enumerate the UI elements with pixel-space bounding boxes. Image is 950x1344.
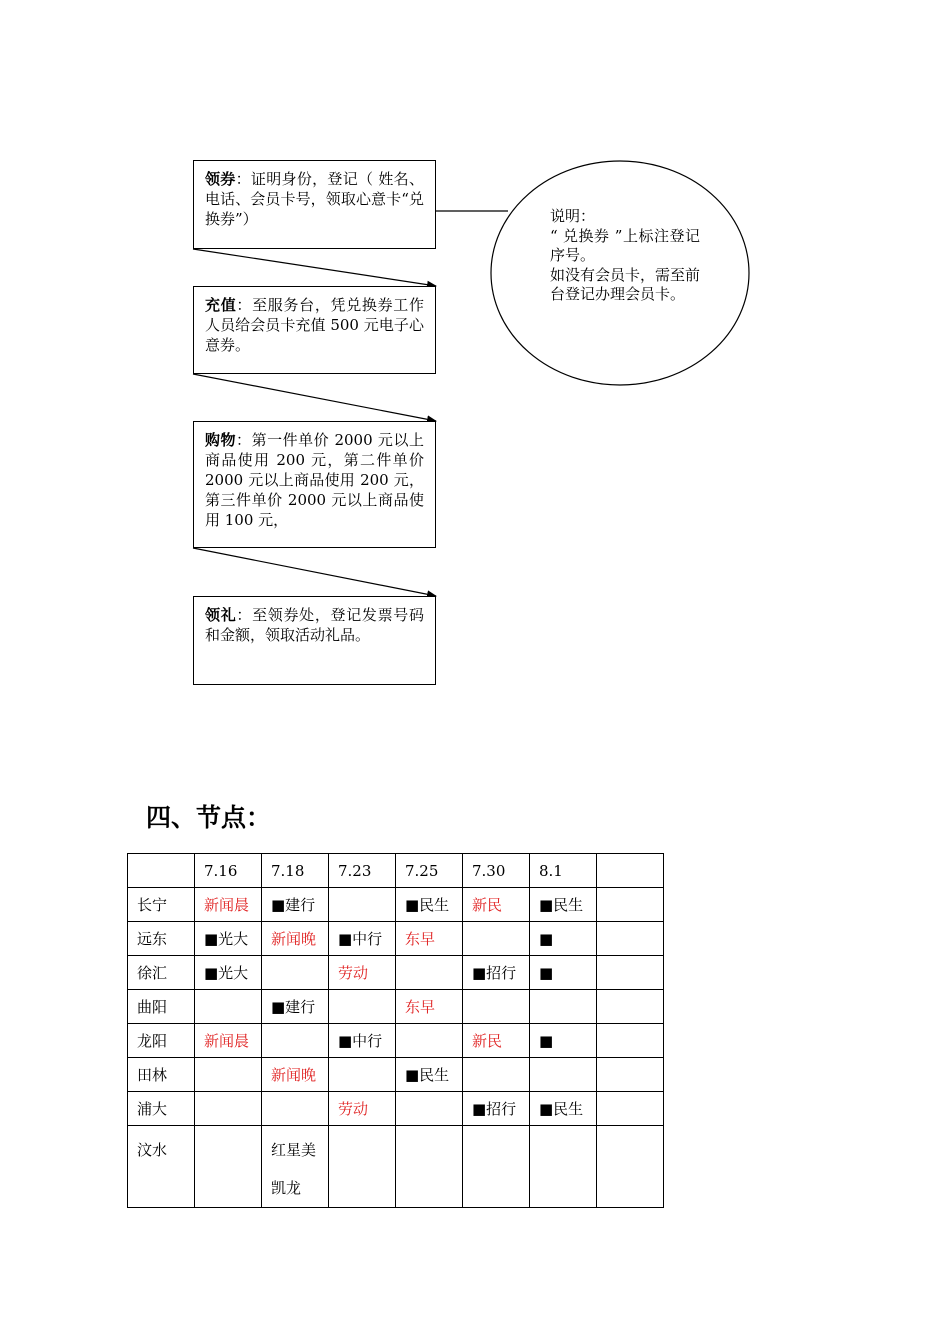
note-line-2: 如没有会员卡，需至前台登记办理会员卡。 xyxy=(550,265,701,303)
table-cell xyxy=(195,1092,262,1126)
table-cell xyxy=(262,1092,329,1126)
table-header-cell: 7.23 xyxy=(329,854,396,888)
table-cell: 新民 xyxy=(463,1024,530,1058)
table-header-row xyxy=(128,854,664,888)
table-header-cell xyxy=(128,854,195,888)
table-cell: ■光大 xyxy=(195,922,262,956)
table-cell xyxy=(530,1058,597,1092)
table-row-label: 徐汇 xyxy=(128,956,195,990)
table-cell xyxy=(195,1058,262,1092)
step-shopping: 购物：第一件单价 2000 元以上商品使用 200 元，第二件单价 2000 元以上商品使用 200 元，第三件单价 2000 元以上商品使用 100 元， xyxy=(193,421,436,548)
table-cell xyxy=(597,990,664,1024)
section-heading: 四、节点： xyxy=(146,803,272,832)
step-text: 第一件单价 2000 元以上商品使用 200 元，第二件单价 2000 元以上商品使用 200 元，第三件单价 2000 元以上商品使用 100 元， xyxy=(205,431,424,529)
table-cell: ■招行 xyxy=(463,1092,530,1126)
table-cell: 劳动 xyxy=(329,1092,396,1126)
table-cell: ■ xyxy=(530,1024,597,1058)
table-cell xyxy=(597,956,664,990)
step-title: 充值 xyxy=(205,296,237,314)
table-cell xyxy=(463,1126,530,1208)
table-cell: ■建行 xyxy=(262,990,329,1024)
table-cell: 新闻晚 xyxy=(262,922,329,956)
note-text xyxy=(550,207,700,305)
table-cell xyxy=(597,1024,664,1058)
table-cell: ■民生 xyxy=(530,1092,597,1126)
step-gift: 领礼：至领券处，登记发票号码和金额，领取活动礼品。 xyxy=(193,596,436,685)
table-cell xyxy=(329,1126,396,1208)
table-row-label: 浦大 xyxy=(128,1092,195,1126)
table-header-cell: 7.18 xyxy=(262,854,329,888)
step-title: 领礼 xyxy=(205,606,237,624)
table-row xyxy=(128,1092,664,1126)
table-row xyxy=(128,1024,664,1058)
table-cell xyxy=(530,990,597,1024)
table-cell: ■光大 xyxy=(195,956,262,990)
table-cell: ■招行 xyxy=(463,956,530,990)
table-row-label: 长宁 xyxy=(128,888,195,922)
table-row-label: 远东 xyxy=(128,922,195,956)
step-text: 至服务台，凭兑换券工作人员给会员卡充值 500 元电子心意券。 xyxy=(205,296,424,354)
table-header-cell: 7.25 xyxy=(396,854,463,888)
table-cell: ■中行 xyxy=(329,922,396,956)
table-cell: 红星美凯龙 xyxy=(262,1126,329,1208)
step-text: 至领券处，登记发票号码和金额，领取活动礼品。 xyxy=(205,606,424,644)
table-cell xyxy=(597,1126,664,1208)
table-header-cell: 8.1 xyxy=(530,854,597,888)
table-row xyxy=(128,888,664,922)
table-cell: ■中行 xyxy=(329,1024,396,1058)
table-row-label: 龙阳 xyxy=(128,1024,195,1058)
step-title: 购物 xyxy=(205,431,237,449)
table-header-cell: 7.16 xyxy=(195,854,262,888)
table-cell xyxy=(329,1058,396,1092)
table-header-cell: 7.30 xyxy=(463,854,530,888)
table-row-label: 田林 xyxy=(128,1058,195,1092)
table-cell: 劳动 xyxy=(329,956,396,990)
table-cell xyxy=(463,990,530,1024)
table-row xyxy=(128,1058,664,1092)
step-title: 领券 xyxy=(205,170,236,188)
table-row-label: 汶水 xyxy=(128,1126,195,1208)
arrow-3 xyxy=(193,548,436,596)
table-row xyxy=(128,1126,664,1208)
table-cell xyxy=(262,956,329,990)
table-cell xyxy=(530,1126,597,1208)
table-cell xyxy=(597,922,664,956)
arrow-1 xyxy=(193,249,436,286)
table-cell xyxy=(396,1092,463,1126)
table-cell xyxy=(597,1058,664,1092)
note-line-1: “ 兑换券 ”上标注登记序号。 xyxy=(550,226,700,264)
table-cell: 新闻晚 xyxy=(262,1058,329,1092)
table-cell: 东早 xyxy=(396,990,463,1024)
step-recharge: 充值：至服务台，凭兑换券工作人员给会员卡充值 500 元电子心意券。 xyxy=(193,286,436,374)
table-cell xyxy=(195,990,262,1024)
table-cell: ■民生 xyxy=(530,888,597,922)
table-row xyxy=(128,922,664,956)
table-cell xyxy=(463,1058,530,1092)
table-cell xyxy=(329,888,396,922)
table-cell xyxy=(597,888,664,922)
table-row xyxy=(128,956,664,990)
table-cell xyxy=(396,1024,463,1058)
table-cell xyxy=(262,1024,329,1058)
table-cell: ■民生 xyxy=(396,1058,463,1092)
arrow-2 xyxy=(193,374,436,421)
table-cell xyxy=(597,1092,664,1126)
table-cell xyxy=(396,1126,463,1208)
table-row xyxy=(128,990,664,1024)
table-header-cell xyxy=(597,854,664,888)
step-claim-voucher: 领券：证明身份，登记（ 姓名、电话、会员卡号，领取心意卡“兑换券”） xyxy=(193,160,436,249)
table-row-label: 曲阳 xyxy=(128,990,195,1024)
step-text: 证明身份，登记（ 姓名、电话、会员卡号，领取心意卡“兑换券”） xyxy=(205,170,424,228)
table-cell xyxy=(463,922,530,956)
table-cell: ■民生 xyxy=(396,888,463,922)
table-cell: 新民 xyxy=(463,888,530,922)
table-cell: 东早 xyxy=(396,922,463,956)
table-cell xyxy=(396,956,463,990)
note-label: 说明： xyxy=(550,207,596,225)
table-cell: 新闻晨 xyxy=(195,888,262,922)
table-cell xyxy=(195,1126,262,1208)
table-cell xyxy=(329,990,396,1024)
table-cell: 新闻晨 xyxy=(195,1024,262,1058)
table-cell: ■建行 xyxy=(262,888,329,922)
table-cell: ■ xyxy=(530,956,597,990)
table-cell: ■ xyxy=(530,922,597,956)
node-schedule-table xyxy=(127,853,664,1208)
